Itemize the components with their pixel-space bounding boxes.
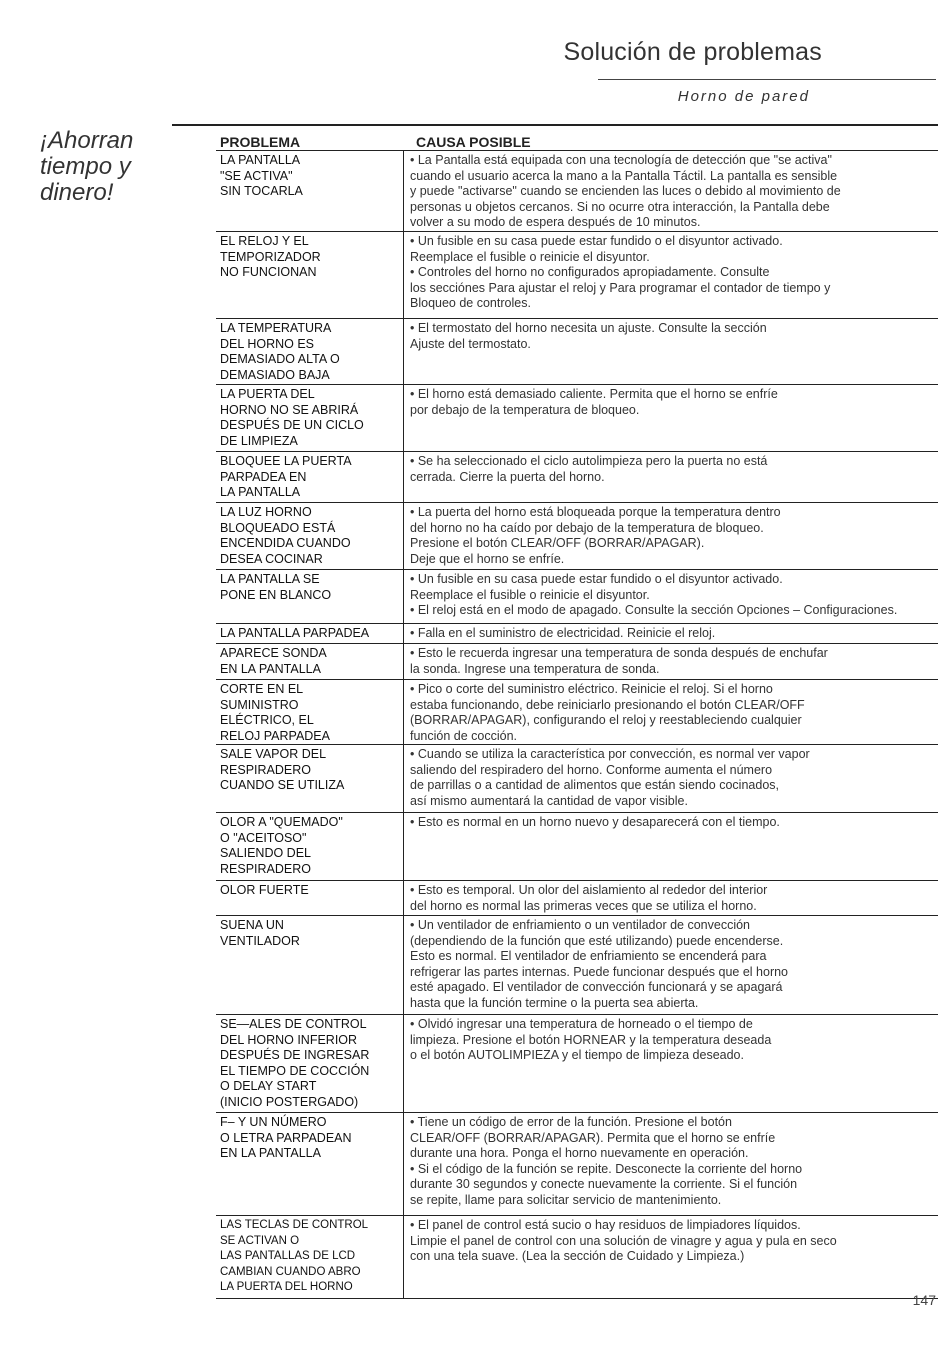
cause-item: • Un fusible en su casa puede estar fundido o el disyuntor activado. Reemplace el fusible o reinicie el disyuntor. [410, 572, 783, 602]
problem-cell: OLOR FUERTE [216, 881, 404, 915]
cause-item: • Esto le recuerda ingresar una temperatura de sonda después de enchufar la sonda. Ingrese una temperatura de sonda. [410, 646, 828, 676]
table-row [216, 452, 938, 503]
cause-item: • Si el código de la función se repite. Desconecte la corriente del horno durante 30 segundos y conecte nuevamente la corriente. Si el función se repite, llame para solicitar servicio de mantenimiento. [410, 1161, 803, 1207]
cause-item: • Un fusible en su casa puede estar fundido o el disyuntor activado. Reemplace el fusible o reinicie el disyuntor. [410, 234, 783, 264]
problem-cell: EL RELOJ Y EL TEMPORIZADOR NO FUNCIONAN [216, 232, 404, 318]
table-row [216, 745, 938, 813]
table-row [216, 1113, 938, 1216]
cause-cell [404, 881, 938, 915]
problem-cell: LA PANTALLA "SE ACTIVA" SIN TOCARLA [216, 151, 404, 231]
cause-item: • Esto es temporal. Un olor del aislamiento al rededor del interior del horno es normal las primeras veces que se utiliza el horno. [410, 883, 768, 913]
problem-cell: OLOR A "QUEMADO" O "ACEITOSO" SALIENDO DEL RESPIRADERO [216, 813, 404, 880]
cause-cell [404, 1113, 938, 1215]
cause-item: • La Pantalla está equipada con una tecnología de detección que "se activa" cuando el usuario acerca la mano a la Pantalla Táctil. La pantalla es sensible y puede "activarse" cuando se encienden las luces o debido al movimiento de personas u objetos cercanos. Si no ocurre otra interacción, la Pantalla debe volver a su modo de espera después de 10 minutos. [410, 153, 841, 230]
cause-item: • Un ventilador de enfriamiento o un ventilador de convección (dependiendo de la función que esté utilizando) puede encenderse. Esto es normal. El ventilador de enfriamiento se encenderá para refrigerar las partes internas. Puede funcionar después que el horno esté apagado. El ventilador de convección funcionará y se apagará hasta que la función termine o la puerta sea abierta. [410, 918, 789, 1010]
problem-cell: LA TEMPERATURA DEL HORNO ES DEMASIADO ALTA O DEMASIADO BAJA [216, 319, 404, 384]
sidebar-tagline [40, 128, 170, 206]
title-rule [598, 79, 936, 80]
problem-cell: APARECE SONDA EN LA PANTALLA [216, 644, 404, 679]
cause-cell [404, 813, 938, 880]
cause-item: • El reloj está en el modo de apagado. Consulte la sección Opciones – Configuraciones. [410, 603, 898, 618]
cause-cell [404, 151, 938, 231]
cause-cell [404, 680, 938, 744]
table-row [216, 881, 938, 916]
cause-item: • El horno está demasiado caliente. Permita que el horno se enfríe por debajo de la temperatura de bloqueo. [410, 387, 778, 417]
table-row [216, 232, 938, 319]
table-row [216, 385, 938, 452]
page-title: Solución de problemas [563, 38, 822, 66]
table-row [216, 644, 938, 680]
cause-cell [404, 570, 938, 623]
sidebar-line: ¡Ahorran [40, 127, 134, 154]
cause-cell [404, 916, 938, 1014]
page-number: 147 [912, 1292, 936, 1308]
table-row [216, 1015, 938, 1113]
cause-item: • El panel de control está sucio o hay residuos de limpiadores líquidos. Limpie el panel de control con una solución de vinagre y agua y pula en seco con una tela suave. (Lea la sección de Cuidado y Limpieza.) [410, 1218, 837, 1264]
cause-cell [404, 644, 938, 679]
cause-item: • Cuando se utiliza la característica por convección, es normal ver vapor saliendo del respiradero del horno. Conforme aumenta el número de parrillas o a cantidad de alimentos que están siendo cocinados, así mismo aumentará la cantidad de vapor visible. [410, 747, 810, 808]
cause-cell [404, 319, 938, 384]
cause-cell [404, 452, 938, 502]
cause-item: • Esto es normal en un horno nuevo y desaparecerá con el tiempo. [410, 815, 780, 829]
table-row [216, 680, 938, 745]
cause-cell [404, 1015, 938, 1112]
problem-cell: SALE VAPOR DEL RESPIRADERO CUANDO SE UTILIZA [216, 745, 404, 812]
problem-cell: LAS TECLAS DE CONTROL SE ACTIVAN O LAS PANTALLAS DE LCD CAMBIAN CUANDO ABRO LA PUERTA DEL HORNO [216, 1216, 404, 1298]
cause-item: • Olvidó ingresar una temperatura de horneado o el tiempo de limpieza. Presione el botón HORNEAR y la temperatura deseada o el botón AUTOLIMPIEZA y el tiempo de limpieza deseado. [410, 1017, 772, 1063]
problem-cell: SE—ALES DE CONTROL DEL HORNO INFERIOR DESPUÉS DE INGRESAR EL TIEMPO DE COCCIÓN O DELAY START (INICIO POSTERGADO) [216, 1015, 404, 1112]
table-row [216, 503, 938, 570]
cause-item: • El termostato del horno necesita un ajuste. Consulte la sección Ajuste del termostato. [410, 321, 767, 351]
cause-item: • Falla en el suministro de electricidad. Reinicie el reloj. [410, 626, 716, 640]
table-row [216, 624, 938, 644]
problem-cell: CORTE EN EL SUMINISTRO ELÉCTRICO, EL RELOJ PARPADEA [216, 680, 404, 744]
problem-cell: LA LUZ HORNO BLOQUEADO ESTÁ ENCENDIDA CUANDO DESEA COCINAR [216, 503, 404, 569]
problem-cell: LA PANTALLA SE PONE EN BLANCO [216, 570, 404, 623]
sidebar-line: tiempo y [40, 153, 131, 180]
cause-item: • Tiene un código de error de la función. Presione el botón CLEAR/OFF (BORRAR/APAGAR). Permita que el horno se enfríe durante una hora. Ponga el horno nuevamente en operación. [410, 1115, 776, 1161]
table-top-rule [172, 124, 938, 126]
cause-cell [404, 745, 938, 812]
table-header [216, 130, 938, 151]
table-row [216, 319, 938, 385]
cause-cell [404, 1216, 938, 1298]
cause-cell [404, 385, 938, 451]
page-subtitle: Horno de pared [677, 88, 810, 105]
table-row [216, 151, 938, 232]
troubleshooting-table [216, 130, 938, 1299]
table-row [216, 916, 938, 1015]
problem-cell: BLOQUEE LA PUERTA PARPADEA EN LA PANTALLA [216, 452, 404, 502]
table-row [216, 570, 938, 624]
cause-cell [404, 232, 938, 318]
problem-cell: LA PUERTA DEL HORNO NO SE ABRIRÁ DESPUÉS DE UN CICLO DE LIMPIEZA [216, 385, 404, 451]
header-cause: CAUSA POSIBLE [416, 134, 531, 150]
table-row [216, 813, 938, 881]
sidebar-line: dinero! [40, 179, 114, 206]
cause-item: • La puerta del horno está bloqueada porque la temperatura dentro del horno no ha caído por debajo de la temperatura de bloqueo. Presione el botón CLEAR/OFF (BORRAR/APAGAR). Deje que el horno se enfríe. [410, 505, 781, 566]
cause-item: • Se ha seleccionado el ciclo autolimpieza pero la puerta no está cerrada. Cierre la puerta del horno. [410, 454, 768, 484]
problem-cell: LA PANTALLA PARPADEA [216, 624, 404, 643]
cause-item: • Pico o corte del suministro eléctrico. Reinicie el reloj. Si el horno estaba funcionando, debe reiniciarlo presionando el botón CLEAR/OFF (BORRAR/APAGAR), configurando el reloj y reestableciendo cualquier función de cocción. [410, 682, 805, 743]
cause-cell [404, 624, 938, 643]
header-problem: PROBLEMA [220, 134, 301, 150]
problem-cell: F– Y UN NÚMERO O LETRA PARPADEAN EN LA PANTALLA [216, 1113, 404, 1215]
problem-cell: SUENA UN VENTILADOR [216, 916, 404, 1014]
cause-item: • Controles del horno no configurados apropiadamente. Consulte los secciónes Para ajustar el reloj y Para programar el contador de tiempo y Bloqueo de controles. [410, 265, 831, 311]
cause-cell [404, 503, 938, 569]
table-row [216, 1216, 938, 1299]
table-body [216, 151, 938, 1299]
